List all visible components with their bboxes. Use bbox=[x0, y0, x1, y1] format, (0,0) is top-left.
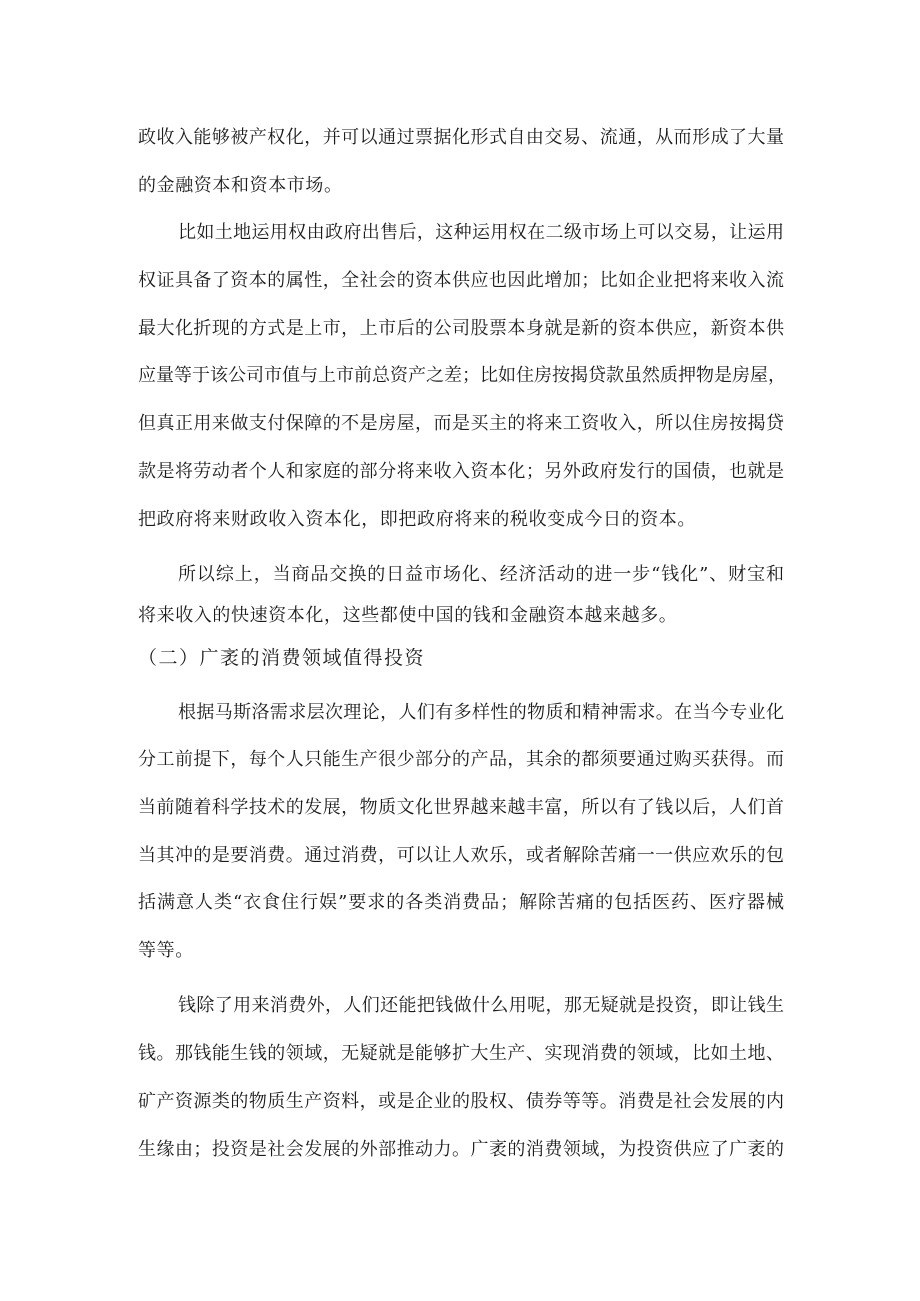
text-line: 把政府将来财政收入资本化，即把政府将来的税收变成今日的资本。 bbox=[138, 509, 696, 530]
text-line: 钱除了用来消费外，人们还能把钱做什么用呢，那无疑就是投资，即让钱生 bbox=[178, 995, 784, 1016]
text-line: 括满意人类“衣食住行娱”要求的各类消费品；解除苦痛的包括医药、医疗器械 bbox=[138, 892, 784, 913]
section-heading: （二）广袤的消费领域值得投资 bbox=[138, 647, 426, 669]
text-line: 但真正用来做支付保障的不是房屋，而是买主的将来工资收入，所以住房按揭贷 bbox=[138, 413, 784, 434]
text-line: 所以综上，当商品交换的日益市场化、经济活动的进一步“钱化”、财宝和 bbox=[178, 564, 784, 585]
text-line: 当前随着科学技术的发展，物质文化世界越来越丰富，所以有了钱以后，人们首 bbox=[138, 797, 784, 818]
text-line: 根据马斯洛需求层次理论，人们有多样性的物质和精神需求。在当今专业化 bbox=[178, 702, 784, 723]
text-line: 矿产资源类的物质生产资料，或是企业的股权、债券等等。消费是社会发展的内 bbox=[138, 1091, 784, 1112]
text-line: 当其冲的是要消费。通过消费，可以让人欢乐，或者解除苦痛一一供应欢乐的包 bbox=[138, 845, 784, 866]
text-line: 最大化折现的方式是上市，上市后的公司股票本身就是新的资本供应，新资本供 bbox=[138, 318, 784, 339]
text-line: 比如土地运用权由政府出售后，这种运用权在二级市场上可以交易，让运用 bbox=[178, 222, 784, 243]
text-line: 应量等于该公司市值与上市前总资产之差；比如住房按揭贷款虽然质押物是房屋， bbox=[138, 365, 786, 386]
text-line: 的金融资本和资本市场。 bbox=[138, 175, 343, 196]
text-line: 将来收入的快速资本化，这些都使中国的钱和金融资本越来越多。 bbox=[138, 605, 678, 626]
text-line: 等等。 bbox=[138, 940, 194, 961]
text-line: 权证具备了资本的属性，全社会的资本供应也因此增加；比如企业把将来收入流 bbox=[138, 270, 784, 291]
text-line: 钱。那钱能生钱的领域，无疑就是能够扩大生产、实现消费的领域，比如土地、 bbox=[138, 1043, 784, 1064]
text-line: 政收入能够被产权化，并可以通过票据化形式自由交易、流通，从而形成了大量 bbox=[138, 127, 784, 148]
text-line: 款是将劳动者个人和家庭的部分将来收入资本化；另外政府发行的国债，也就是 bbox=[138, 461, 784, 482]
text-line: 生缘由；投资是社会发展的外部推动力。广袤的消费领域，为投资供应了广袤的 bbox=[138, 1139, 784, 1160]
text-line: 分工前提下，每个人只能生产很少部分的产品，其余的都须要通过购买获得。而 bbox=[138, 749, 784, 770]
